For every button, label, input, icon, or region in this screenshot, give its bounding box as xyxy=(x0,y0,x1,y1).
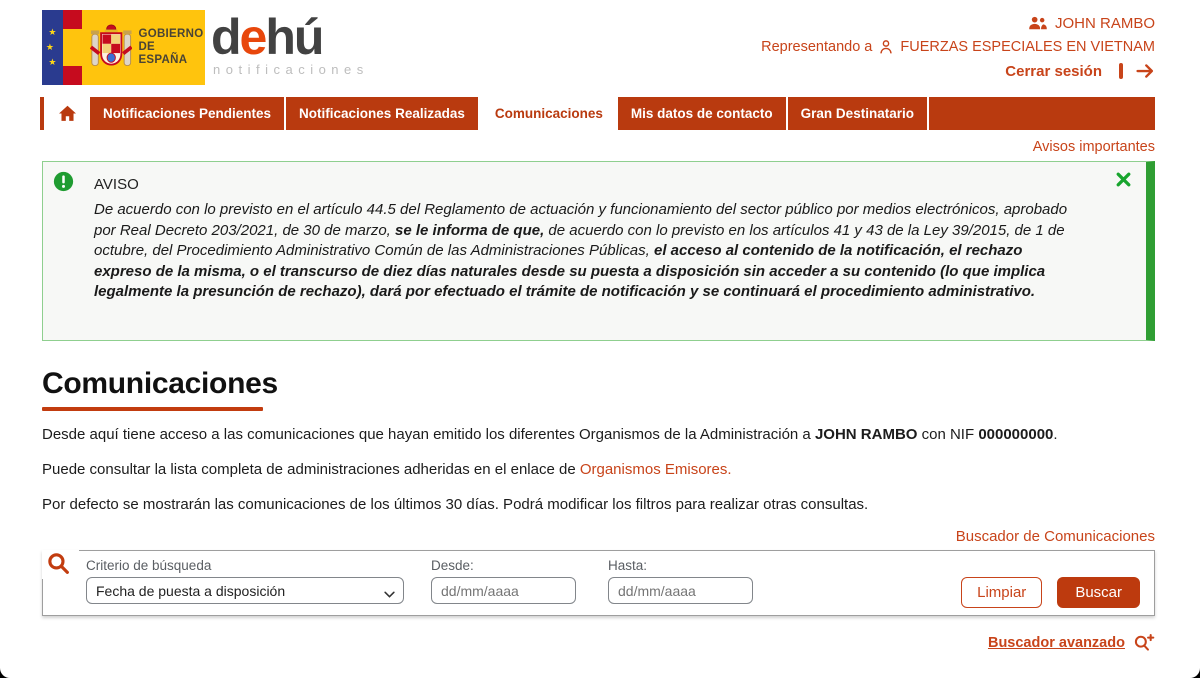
close-icon xyxy=(1115,171,1132,188)
search-criteria-select[interactable] xyxy=(86,577,404,604)
search-form-row xyxy=(43,551,1154,608)
representing-label: Representando a xyxy=(761,39,873,55)
eu-flag-stars: ★ ★ ★ xyxy=(42,10,63,85)
gobierno-logo-field xyxy=(82,10,205,85)
dehu-subtitle: notificaciones xyxy=(213,62,369,77)
header xyxy=(0,0,1200,97)
info-exclamation-icon xyxy=(53,171,74,197)
criteria-label: Criterio de búsqueda xyxy=(86,558,212,573)
tab-comunicaciones[interactable]: Comunicaciones xyxy=(480,97,618,130)
tab-notificaciones-pendientes[interactable]: Notificaciones Pendientes xyxy=(90,97,286,130)
criteria-field xyxy=(86,558,404,604)
organismos-emisores-link[interactable]: Organismos Emisores. xyxy=(579,461,732,478)
main-nav xyxy=(40,97,1155,130)
page-title: Comunicaciones xyxy=(42,367,278,400)
person-icon xyxy=(879,39,893,55)
dehu-wordmark: dehú xyxy=(211,9,323,65)
nav-filler xyxy=(929,97,1155,130)
desde-date-input[interactable] xyxy=(431,577,576,604)
hasta-label: Hasta: xyxy=(608,558,648,573)
intro-paragraph: Desde aquí tiene acceso a las comunicaciones que hayan emitido los diferentes Organismos de la Administración a JOHN RAMBO con NIF 000000000. xyxy=(42,426,1058,443)
spain-coat-of-arms-icon xyxy=(90,20,132,76)
spain-flag-band xyxy=(63,10,82,85)
tab-gran-destinatario[interactable]: Gran Destinatario xyxy=(788,97,929,130)
avisos-importantes-link[interactable]: Avisos importantes xyxy=(1032,139,1155,155)
buscador-comunicaciones-row xyxy=(42,528,1155,545)
buscador-comunicaciones-link[interactable]: Buscador de Comunicaciones xyxy=(955,528,1155,545)
logout-button[interactable] xyxy=(761,59,1155,83)
organismos-paragraph: Puede consultar la lista completa de administraciones adheridas en el enlace de Organismos Emisores. xyxy=(42,461,732,478)
user-name-inline: JOHN RAMBO xyxy=(814,426,918,443)
user-session-block xyxy=(761,11,1155,83)
home-button[interactable] xyxy=(44,97,90,130)
logout-arrow-icon xyxy=(1136,63,1155,79)
buscador-avanzado-link[interactable]: Buscador avanzado xyxy=(987,635,1125,651)
aviso-banner xyxy=(42,161,1155,341)
representing-name: FUERZAS ESPECIALES EN VIETNAM xyxy=(900,39,1155,55)
hasta-date-input[interactable] xyxy=(608,577,753,604)
nav-tabs xyxy=(90,97,1155,130)
close-aviso-button[interactable] xyxy=(1115,171,1132,188)
search-buttons xyxy=(961,577,1140,608)
tab-notificaciones-realizadas[interactable]: Notificaciones Realizadas xyxy=(286,97,480,130)
default-filter-paragraph: Por defecto se mostrarán las comunicaciones de los últimos 30 días. Podrá modificar los filtros para realizar otras consultas. xyxy=(42,496,869,513)
gobierno-logo-text: GOBIERNO DE ESPAÑA xyxy=(138,28,204,66)
advanced-search-icon[interactable] xyxy=(1133,633,1155,652)
representing-row xyxy=(761,35,1155,59)
gobierno-espana-logo[interactable] xyxy=(42,10,205,85)
dehu-logo[interactable] xyxy=(211,9,369,77)
buscar-button[interactable]: Buscar xyxy=(1057,577,1140,608)
logout-label: Cerrar sesión xyxy=(1005,62,1102,80)
aviso-title: AVISO xyxy=(94,176,139,193)
main-content xyxy=(0,367,1200,652)
desde-field xyxy=(431,558,576,604)
search-icon xyxy=(46,551,71,581)
user-name-row[interactable] xyxy=(761,11,1155,35)
avisos-importantes-row xyxy=(0,130,1200,161)
limpiar-button[interactable]: Limpiar xyxy=(961,577,1042,608)
nif-value: 000000000 xyxy=(978,426,1054,443)
users-icon xyxy=(1028,16,1048,30)
logout-divider xyxy=(1119,63,1123,79)
buscador-avanzado-row xyxy=(42,633,1155,652)
aviso-text: De acuerdo con lo previsto en el artículo 44.5 del Reglamento de actuación y funcionamiento del sector público por medios electrónicos, aprobado por Real Decreto 203/2021, de 30 de marzo, se le informa de que, de acuerdo con lo previsto en los artículos 41 y 43 de la Ley 39/2015, de 1 de octubre, del Procedimiento Administrativo Común de las Administraciones Públicas, el acceso al contenido de la notificación, el rechazo expreso de la misma, o el transcurso de diez días naturales desde su puesta a disposición sin acceder a su contenido (lo que implica legalmente la presunción de rechazo), dará por efectuado el trámite de notificación y se continuará el procedimiento administrativo. xyxy=(94,201,1068,300)
title-underline xyxy=(42,407,263,411)
hasta-field xyxy=(608,558,753,604)
tab-mis-datos-de-contacto[interactable]: Mis datos de contacto xyxy=(618,97,788,130)
desde-label: Desde: xyxy=(431,558,474,573)
home-icon xyxy=(58,105,77,122)
user-name: JOHN RAMBO xyxy=(1054,14,1155,32)
search-panel xyxy=(42,550,1155,616)
